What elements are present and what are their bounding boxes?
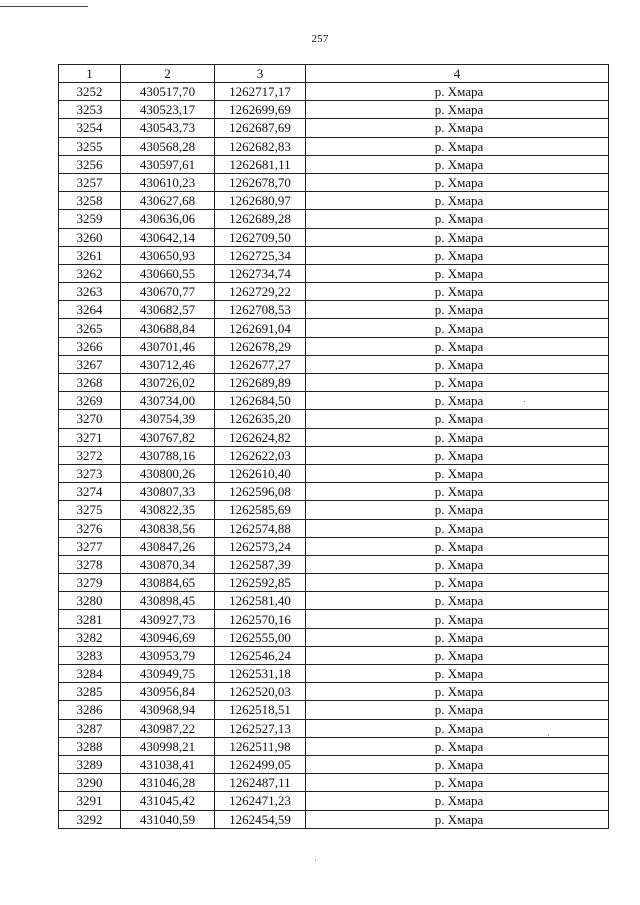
table-row	[59, 537, 609, 555]
point-number-cell: 3261	[59, 246, 121, 264]
table-row	[59, 410, 609, 428]
point-number-cell: 3273	[59, 464, 121, 482]
table-row	[59, 155, 609, 173]
y-coordinate-cell: 1262684,50	[215, 392, 306, 410]
point-number-cell: 3276	[59, 519, 121, 537]
scan-speck	[315, 860, 316, 861]
description-cell: р. Хмара	[306, 137, 609, 155]
y-coordinate-cell: 1262527,13	[215, 719, 306, 737]
table-row	[59, 446, 609, 464]
table-row	[59, 810, 609, 828]
table-row	[59, 501, 609, 519]
y-coordinate-cell: 1262585,69	[215, 501, 306, 519]
point-number-cell: 3255	[59, 137, 121, 155]
y-coordinate-cell: 1262734,74	[215, 264, 306, 282]
x-coordinate-cell: 430946,69	[121, 628, 215, 646]
point-number-cell: 3272	[59, 446, 121, 464]
y-coordinate-cell: 1262454,59	[215, 810, 306, 828]
x-coordinate-cell: 430726,02	[121, 374, 215, 392]
y-coordinate-cell: 1262592,85	[215, 574, 306, 592]
table-body	[59, 83, 609, 829]
x-coordinate-cell: 430701,46	[121, 337, 215, 355]
table-row	[59, 119, 609, 137]
description-cell: р. Хмара	[306, 173, 609, 191]
point-number-cell: 3288	[59, 737, 121, 755]
table-row	[59, 737, 609, 755]
coordinates-table	[58, 64, 609, 829]
table-row	[59, 246, 609, 264]
x-coordinate-cell: 430712,46	[121, 355, 215, 373]
table-row	[59, 337, 609, 355]
y-coordinate-cell: 1262531,18	[215, 665, 306, 683]
page-number: 257	[311, 33, 329, 45]
point-number-cell: 3252	[59, 83, 121, 101]
x-coordinate-cell: 430953,79	[121, 646, 215, 664]
table-row	[59, 264, 609, 282]
point-number-cell: 3281	[59, 610, 121, 628]
table-row	[59, 683, 609, 701]
point-number-cell: 3289	[59, 755, 121, 773]
description-cell: р. Хмара	[306, 701, 609, 719]
table-header	[59, 65, 609, 83]
table-row	[59, 719, 609, 737]
description-cell: р. Хмара	[306, 392, 609, 410]
y-coordinate-cell: 1262520,03	[215, 683, 306, 701]
point-number-cell: 3267	[59, 355, 121, 373]
x-coordinate-cell: 430822,35	[121, 501, 215, 519]
description-cell: р. Хмара	[306, 228, 609, 246]
table-row	[59, 665, 609, 683]
table-row	[59, 228, 609, 246]
y-coordinate-cell: 1262729,22	[215, 283, 306, 301]
table-row	[59, 283, 609, 301]
description-cell: р. Хмара	[306, 537, 609, 555]
description-cell: р. Хмара	[306, 246, 609, 264]
description-cell: р. Хмара	[306, 610, 609, 628]
description-cell: р. Хмара	[306, 155, 609, 173]
x-coordinate-cell: 430838,56	[121, 519, 215, 537]
description-cell: р. Хмара	[306, 119, 609, 137]
y-coordinate-cell: 1262581,40	[215, 592, 306, 610]
x-coordinate-cell: 430788,16	[121, 446, 215, 464]
point-number-cell: 3286	[59, 701, 121, 719]
y-coordinate-cell: 1262546,24	[215, 646, 306, 664]
y-coordinate-cell: 1262610,40	[215, 464, 306, 482]
x-coordinate-cell: 430800,26	[121, 464, 215, 482]
y-coordinate-cell: 1262725,34	[215, 246, 306, 264]
x-coordinate-cell: 430517,70	[121, 83, 215, 101]
description-cell: р. Хмара	[306, 319, 609, 337]
table-row	[59, 319, 609, 337]
description-cell: р. Хмара	[306, 665, 609, 683]
description-cell: р. Хмара	[306, 374, 609, 392]
description-cell: р. Хмара	[306, 283, 609, 301]
y-coordinate-cell: 1262689,28	[215, 210, 306, 228]
description-cell: р. Хмара	[306, 592, 609, 610]
header-row	[59, 65, 609, 83]
point-number-cell: 3270	[59, 410, 121, 428]
y-coordinate-cell: 1262678,70	[215, 173, 306, 191]
table-row	[59, 464, 609, 482]
y-coordinate-cell: 1262687,69	[215, 119, 306, 137]
y-coordinate-cell: 1262708,53	[215, 301, 306, 319]
point-number-cell: 3256	[59, 155, 121, 173]
x-coordinate-cell: 430543,73	[121, 119, 215, 137]
table-row	[59, 701, 609, 719]
table-row	[59, 301, 609, 319]
y-coordinate-cell: 1262682,83	[215, 137, 306, 155]
description-cell: р. Хмара	[306, 464, 609, 482]
x-coordinate-cell: 430927,73	[121, 610, 215, 628]
y-coordinate-cell: 1262624,82	[215, 428, 306, 446]
description-cell: р. Хмара	[306, 428, 609, 446]
table-row	[59, 355, 609, 373]
point-number-cell: 3257	[59, 173, 121, 191]
point-number-cell: 3283	[59, 646, 121, 664]
y-coordinate-cell: 1262677,27	[215, 355, 306, 373]
scan-speck	[524, 401, 525, 402]
description-cell: р. Хмара	[306, 337, 609, 355]
point-number-cell: 3280	[59, 592, 121, 610]
y-coordinate-cell: 1262678,29	[215, 337, 306, 355]
y-coordinate-cell: 1262717,17	[215, 83, 306, 101]
point-number-cell: 3266	[59, 337, 121, 355]
x-coordinate-cell: 430642,14	[121, 228, 215, 246]
x-coordinate-cell: 430949,75	[121, 665, 215, 683]
description-cell: р. Хмара	[306, 555, 609, 573]
description-cell: р. Хмара	[306, 355, 609, 373]
y-coordinate-cell: 1262511,98	[215, 737, 306, 755]
y-coordinate-cell: 1262635,20	[215, 410, 306, 428]
point-number-cell: 3271	[59, 428, 121, 446]
table-row	[59, 592, 609, 610]
table-row	[59, 210, 609, 228]
point-number-cell: 3260	[59, 228, 121, 246]
y-coordinate-cell: 1262709,50	[215, 228, 306, 246]
point-number-cell: 3290	[59, 774, 121, 792]
description-cell: р. Хмара	[306, 792, 609, 810]
y-coordinate-cell: 1262680,97	[215, 192, 306, 210]
x-coordinate-cell: 430682,57	[121, 301, 215, 319]
x-coordinate-cell: 430847,26	[121, 537, 215, 555]
point-number-cell: 3262	[59, 264, 121, 282]
x-coordinate-cell: 430870,34	[121, 555, 215, 573]
y-coordinate-cell: 1262570,16	[215, 610, 306, 628]
description-cell: р. Хмара	[306, 301, 609, 319]
y-coordinate-cell: 1262681,11	[215, 155, 306, 173]
x-coordinate-cell: 430807,33	[121, 483, 215, 501]
table-row	[59, 192, 609, 210]
x-coordinate-cell: 430597,61	[121, 155, 215, 173]
table-row	[59, 574, 609, 592]
y-coordinate-cell: 1262587,39	[215, 555, 306, 573]
point-number-cell: 3264	[59, 301, 121, 319]
description-cell: р. Хмара	[306, 410, 609, 428]
point-number-cell: 3282	[59, 628, 121, 646]
description-cell: р. Хмара	[306, 683, 609, 701]
point-number-cell: 3285	[59, 683, 121, 701]
table-row	[59, 83, 609, 101]
table-row	[59, 774, 609, 792]
table-row	[59, 755, 609, 773]
point-number-cell: 3291	[59, 792, 121, 810]
point-number-cell: 3258	[59, 192, 121, 210]
x-coordinate-cell: 431040,59	[121, 810, 215, 828]
x-coordinate-cell: 430688,84	[121, 319, 215, 337]
point-number-cell: 3277	[59, 537, 121, 555]
description-cell: р. Хмара	[306, 628, 609, 646]
point-number-cell: 3284	[59, 665, 121, 683]
point-number-cell: 3253	[59, 101, 121, 119]
description-cell: р. Хмара	[306, 737, 609, 755]
table-row	[59, 173, 609, 191]
y-coordinate-cell: 1262518,51	[215, 701, 306, 719]
table-row	[59, 792, 609, 810]
description-cell: р. Хмара	[306, 574, 609, 592]
x-coordinate-cell: 430650,93	[121, 246, 215, 264]
x-coordinate-cell: 430998,21	[121, 737, 215, 755]
y-coordinate-cell: 1262699,69	[215, 101, 306, 119]
point-number-cell: 3265	[59, 319, 121, 337]
table-row	[59, 628, 609, 646]
point-number-cell: 3259	[59, 210, 121, 228]
x-coordinate-cell: 430968,94	[121, 701, 215, 719]
scan-speck	[548, 735, 549, 736]
column-header-x: 2	[121, 65, 215, 83]
table-row	[59, 610, 609, 628]
y-coordinate-cell: 1262499,05	[215, 755, 306, 773]
y-coordinate-cell: 1262596,08	[215, 483, 306, 501]
x-coordinate-cell: 431045,42	[121, 792, 215, 810]
y-coordinate-cell: 1262689,89	[215, 374, 306, 392]
x-coordinate-cell: 431046,28	[121, 774, 215, 792]
x-coordinate-cell: 430660,55	[121, 264, 215, 282]
point-number-cell: 3279	[59, 574, 121, 592]
table-row	[59, 646, 609, 664]
y-coordinate-cell: 1262573,24	[215, 537, 306, 555]
column-header-description: 4	[306, 65, 609, 83]
x-coordinate-cell: 431038,41	[121, 755, 215, 773]
x-coordinate-cell: 430734,00	[121, 392, 215, 410]
description-cell: р. Хмара	[306, 446, 609, 464]
x-coordinate-cell: 430627,68	[121, 192, 215, 210]
point-number-cell: 3292	[59, 810, 121, 828]
description-cell: р. Хмара	[306, 719, 609, 737]
column-header-y: 3	[215, 65, 306, 83]
table-row	[59, 519, 609, 537]
x-coordinate-cell: 430956,84	[121, 683, 215, 701]
point-number-cell: 3268	[59, 374, 121, 392]
y-coordinate-cell: 1262471,23	[215, 792, 306, 810]
scan-edge-line	[0, 6, 88, 7]
description-cell: р. Хмара	[306, 83, 609, 101]
y-coordinate-cell: 1262555,00	[215, 628, 306, 646]
description-cell: р. Хмара	[306, 810, 609, 828]
y-coordinate-cell: 1262622,03	[215, 446, 306, 464]
x-coordinate-cell: 430636,06	[121, 210, 215, 228]
x-coordinate-cell: 430754,39	[121, 410, 215, 428]
x-coordinate-cell: 430987,22	[121, 719, 215, 737]
description-cell: р. Хмара	[306, 646, 609, 664]
x-coordinate-cell: 430568,28	[121, 137, 215, 155]
x-coordinate-cell: 430610,23	[121, 173, 215, 191]
y-coordinate-cell: 1262487,11	[215, 774, 306, 792]
point-number-cell: 3254	[59, 119, 121, 137]
table-row	[59, 428, 609, 446]
table-row	[59, 483, 609, 501]
x-coordinate-cell: 430767,82	[121, 428, 215, 446]
table-row	[59, 137, 609, 155]
table-row	[59, 374, 609, 392]
x-coordinate-cell: 430523,17	[121, 101, 215, 119]
x-coordinate-cell: 430670,77	[121, 283, 215, 301]
description-cell: р. Хмара	[306, 501, 609, 519]
description-cell: р. Хмара	[306, 192, 609, 210]
description-cell: р. Хмара	[306, 210, 609, 228]
table-row	[59, 555, 609, 573]
point-number-cell: 3275	[59, 501, 121, 519]
point-number-cell: 3269	[59, 392, 121, 410]
description-cell: р. Хмара	[306, 519, 609, 537]
table-row	[59, 101, 609, 119]
y-coordinate-cell: 1262574,88	[215, 519, 306, 537]
point-number-cell: 3274	[59, 483, 121, 501]
description-cell: р. Хмара	[306, 264, 609, 282]
x-coordinate-cell: 430884,65	[121, 574, 215, 592]
table-row	[59, 392, 609, 410]
column-header-number: 1	[59, 65, 121, 83]
x-coordinate-cell: 430898,45	[121, 592, 215, 610]
point-number-cell: 3287	[59, 719, 121, 737]
description-cell: р. Хмара	[306, 755, 609, 773]
point-number-cell: 3278	[59, 555, 121, 573]
description-cell: р. Хмара	[306, 101, 609, 119]
description-cell: р. Хмара	[306, 483, 609, 501]
point-number-cell: 3263	[59, 283, 121, 301]
description-cell: р. Хмара	[306, 774, 609, 792]
y-coordinate-cell: 1262691,04	[215, 319, 306, 337]
